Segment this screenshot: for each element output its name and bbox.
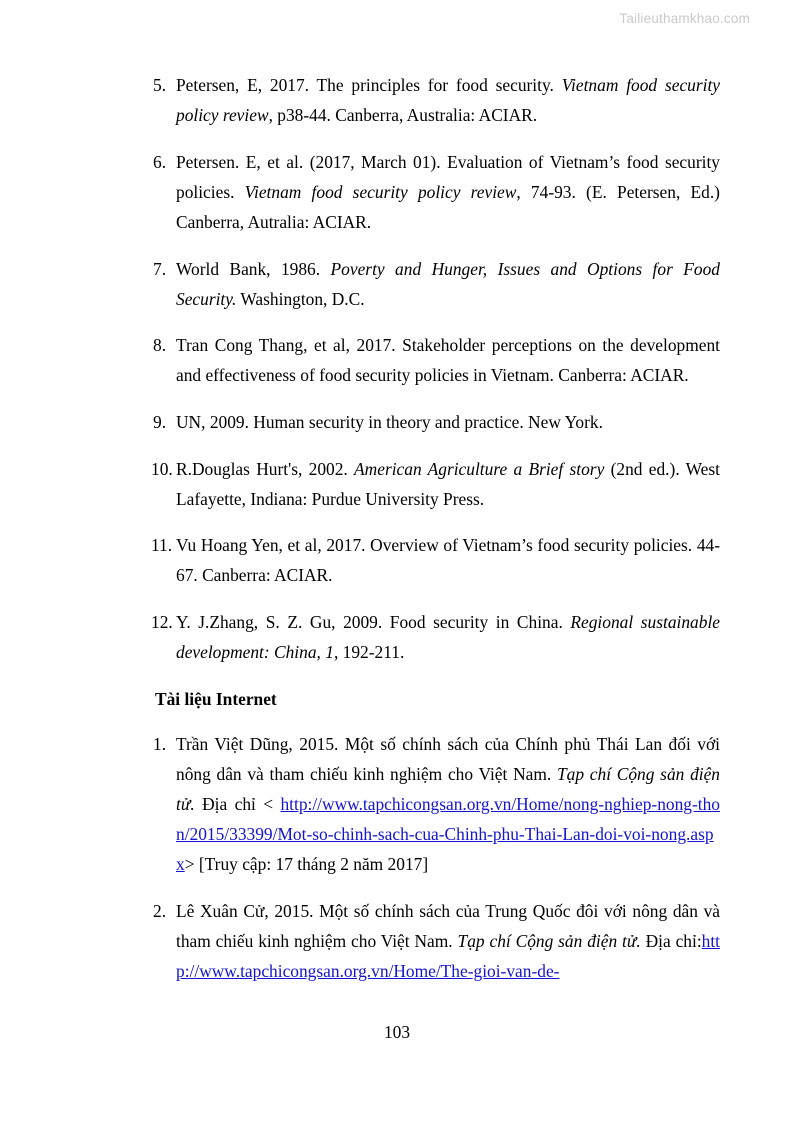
reference-plain-text: Lê Xuân Cử, 2015. Một số chính sách của Trung Quốc đôi với nông dân và tham chiếu kinh nghiệm cho Việt Nam. (176, 900, 720, 952)
reference-plain-text: R.Douglas Hurt's, 2002. (176, 458, 355, 479)
reference-text (176, 259, 720, 309)
reference-italic-title: Vietnam food security policy review (244, 181, 517, 202)
page-number: 103 (383, 1022, 411, 1042)
reference-plain-text: Vu Hoang Yen, et al, 2017. Overview of Vietnam’s food security policies. 44-67. Canberra: ACIAR. (176, 535, 720, 586)
reference-item (153, 70, 720, 130)
reference-item (153, 729, 720, 880)
english-reference-list (153, 70, 720, 667)
reference-plain-text: Địa chỉ < (194, 794, 281, 815)
reference-plain-text: Địa chỉ: (640, 931, 702, 952)
document-content (153, 70, 720, 1003)
reference-text (176, 459, 720, 509)
reference-plain-text: Petersen, E, 2017. The principles for food security. (176, 75, 562, 95)
reference-text (176, 535, 720, 585)
reference-plain-text: Tran Cong Thang, et al, 2017. Stakeholder perceptions on the development and effectiveness of food security policies in Vietnam. Canberra: ACIAR. (176, 335, 720, 386)
reference-plain-text: Y. J.Zhang, S. Z. Gu, 2009. Food security in China. (176, 612, 571, 633)
reference-text (176, 612, 720, 662)
reference-number: 9. (153, 411, 167, 432)
reference-italic-title: Poverty and Hunger, Issues and Options for Food Security. (176, 258, 720, 309)
reference-text (176, 75, 720, 125)
reference-plain-text: , p38-44. Canberra, Australia: ACIAR. (268, 105, 538, 126)
reference-number: 8. (153, 335, 167, 356)
reference-url-link[interactable]: http://www.tapchicongsan.org.vn/Home/The-gioi-van-de- (176, 931, 721, 982)
reference-number: 7. (153, 258, 167, 279)
reference-item (153, 530, 720, 590)
reference-number: 5. (153, 75, 167, 95)
reference-italic-title: Vietnam food security policy review (176, 75, 721, 126)
reference-item (153, 896, 720, 986)
reference-text (176, 335, 720, 385)
reference-number: 12. (151, 612, 173, 633)
reference-plain-text: , 192-211. (333, 642, 405, 663)
reference-text (176, 901, 720, 981)
reference-text (176, 734, 720, 874)
reference-number: 2. (153, 900, 167, 921)
reference-plain-text: , 74-93. (E. Petersen, Ed.) Canberra, Autralia: ACIAR. (176, 181, 720, 232)
reference-plain-text: Trần Việt Dũng, 2015. Một số chính sách của Chính phủ Thái Lan đối với nông dân và tham chiếu kinh nghiệm cho Việt Nam. (176, 733, 720, 784)
reference-italic-title: American Agriculture a Brief story (354, 458, 605, 479)
reference-plain-text: (2nd ed.). West Lafayette, Indiana: Purdue University Press. (176, 458, 720, 509)
reference-italic-title: Tạp chí Cộng sản điện tử. (457, 931, 641, 952)
reference-plain-text: Washington, D.C. (236, 288, 365, 309)
reference-plain-text: > [Truy cập: 17 tháng 2 năm 2017] (184, 854, 429, 875)
internet-reference-list (153, 729, 720, 986)
reference-plain-text: Petersen. E, et al. (2017, March 01). Evaluation of Vietnam’s food security policies. (176, 151, 720, 202)
reference-number: 10. (151, 458, 173, 479)
reference-item (153, 147, 720, 237)
reference-item (153, 407, 720, 437)
reference-item (153, 607, 720, 667)
reference-italic-title: Regional sustainable development: China, 1 (176, 612, 720, 663)
reference-plain-text: UN, 2009. Human security in theory and practice. New York. (176, 411, 603, 432)
reference-italic-title: Tạp chí Cộng sản điện tử. (176, 763, 721, 815)
reference-item (153, 254, 720, 314)
reference-item (153, 330, 720, 390)
section-heading-internet: Tài liệu Internet (155, 688, 277, 709)
reference-text (176, 412, 603, 432)
reference-item (153, 454, 720, 514)
reference-text (176, 152, 720, 232)
reference-plain-text: World Bank, 1986. (176, 258, 331, 279)
watermark-label: Tailieuthamkhao.com (619, 11, 750, 26)
reference-number: 1. (153, 733, 167, 754)
reference-number: 6. (153, 151, 167, 172)
reference-url-link[interactable]: http://www.tapchicongsan.org.vn/Home/nong-nghiep-nong-thon/2015/33399/Mot-so-chinh-sach-cua-Chinh-phu-Thai-Lan-doi-voi-nong.aspx (176, 794, 720, 875)
reference-number: 11. (151, 535, 173, 556)
